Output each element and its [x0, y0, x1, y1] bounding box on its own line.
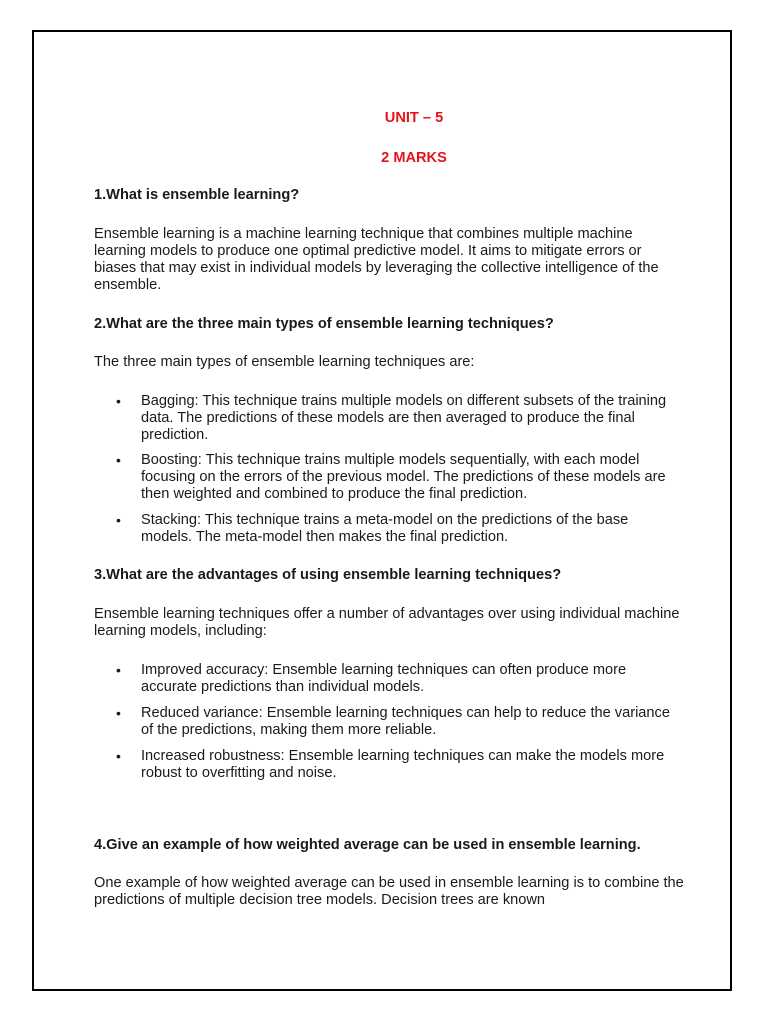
bullet-text: Stacking: This technique trains a meta-model on the predictions of the base models. The meta-model then makes the final prediction.: [141, 512, 629, 545]
bullet-text: Reduced variance: Ensemble learning techniques can help to reduce the variance of the predictions, making them more reliable.: [141, 705, 670, 738]
bullet-text: Increased robustness: Ensemble learning techniques can make the models more robust to overfitting and noise.: [141, 748, 665, 781]
bullet-icon: •: [116, 662, 121, 678]
question-2-heading: 2.What are the three main types of ensemble learning techniques?: [94, 316, 554, 332]
bullet-icon: •: [116, 705, 121, 721]
question-3-heading: 3.What are the advantages of using ensemble learning techniques?: [94, 567, 562, 583]
question-4-heading: 4.Give an example of how weighted average can be used in ensemble learning.: [94, 837, 641, 853]
bullet-icon: •: [116, 452, 121, 468]
bullet-text: Boosting: This technique trains multiple models sequentially, with each model focusing on the errors of the previous model. The predictions of these models are then weighted and combined to produce the final prediction.: [141, 452, 666, 502]
bullet-icon: •: [116, 748, 121, 764]
question-3-intro: Ensemble learning techniques offer a number of advantages over using individual machine learning models, including:: [94, 606, 680, 639]
bullet-icon: •: [116, 393, 121, 409]
question-4-answer: One example of how weighted average can be used in ensemble learning is to combine the predictions of multiple decision tree models. Decision trees are known: [94, 875, 684, 908]
marks-title: 2 MARKS: [381, 150, 447, 166]
unit-title: UNIT – 5: [384, 110, 444, 126]
bullet-icon: •: [116, 512, 121, 528]
question-2-intro: The three main types of ensemble learning techniques are:: [94, 354, 475, 370]
question-1-answer: Ensemble learning is a machine learning technique that combines multiple machine learning models to produce one optimal predictive model. It aims to mitigate errors or biases that may exist in individual models by leveraging the collective intelligence of the ensemble.: [94, 226, 659, 293]
question-1-heading: 1.What is ensemble learning?: [94, 187, 300, 203]
bullet-text: Improved accuracy: Ensemble learning techniques can often produce more accurate predictions than individual models.: [141, 662, 627, 695]
document-page: [32, 30, 732, 991]
bullet-text: Bagging: This technique trains multiple models on different subsets of the training data. The predictions of these models are then averaged to produce the final prediction.: [141, 393, 667, 443]
